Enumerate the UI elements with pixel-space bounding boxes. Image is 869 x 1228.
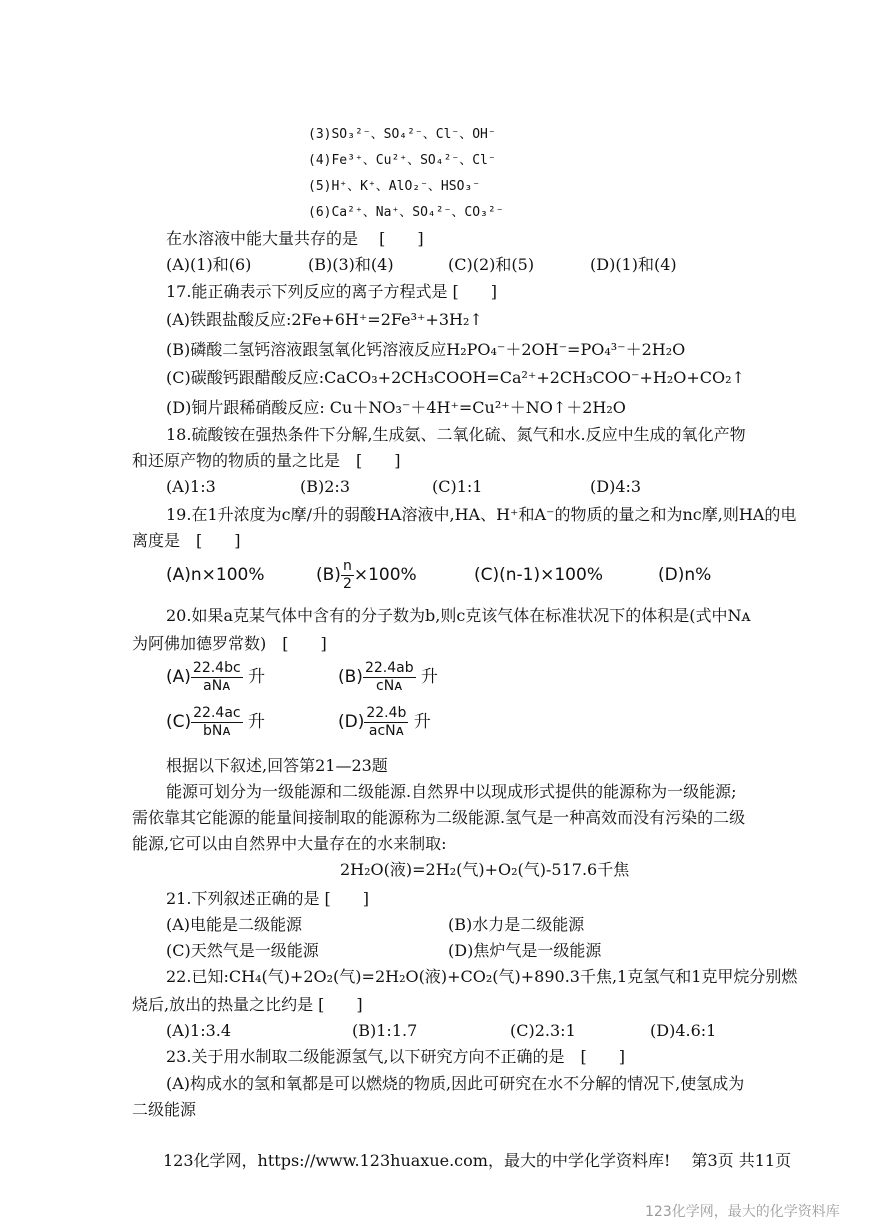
q20-option-d-label: (D) — [338, 712, 365, 732]
q20-option-b-unit: 升 — [420, 667, 438, 687]
q22-option-d: (D)4.6:1 — [650, 1021, 717, 1040]
q20-option-b — [338, 657, 438, 697]
q19-option-a: (A)n×100% — [166, 565, 265, 585]
ion-set-6: (6)Ca²⁺、Na⁺、SO₄²⁻、CO₃²⁻ — [308, 205, 504, 220]
q20-option-b-fraction: $\frac{22.4ab}{\text{cNᴀ}}$ — [364, 659, 414, 694]
q19-option-b — [316, 556, 417, 594]
q18-stem-line2: 和还原产物的物质的量之比是 [ ] — [132, 451, 401, 470]
q18-stem-line1: 18.硫酸铵在强热条件下分解,生成氨、二氧化硫、氮气和水.反应中生成的氧化产物 — [166, 425, 746, 444]
q19-option-b-fraction: $\frac{n}{2}$ — [342, 557, 352, 592]
water-decomposition-equation: 2H₂O(液)=2H₂(气)+O₂(气)-517.6千焦 — [340, 860, 630, 879]
q16-option-a: (A)(1)和(6) — [166, 255, 252, 274]
q19-stem-line2: 离度是 [ ] — [132, 531, 241, 550]
q19-option-b-label: (B) — [316, 565, 341, 585]
q22-option-c: (C)2.3:1 — [510, 1021, 576, 1040]
q17-stem: 17.能正确表示下列反应的离子方程式是 [ ] — [166, 282, 498, 301]
q18-option-d: (D)4:3 — [590, 477, 642, 496]
q20-option-c-fraction: $\frac{22.4ac}{\text{bNᴀ}}$ — [193, 704, 241, 739]
passage-heading: 根据以下叙述,回答第21—23题 — [166, 756, 388, 775]
q20-stem-line1: 20.如果a克某气体中含有的分子数为b,则c克该气体在标准状况下的体积是(式中Nᴀ — [166, 606, 751, 625]
q21-option-c: (C)天然气是一级能源 — [166, 941, 319, 960]
q17-option-a: (A)铁跟盐酸反应:2Fe+6H⁺=2Fe³⁺+3H₂↑ — [166, 310, 483, 329]
q21-option-d: (D)焦炉气是一级能源 — [448, 941, 602, 960]
q17-option-c: (C)碳酸钙跟醋酸反应:CaCO₃+2CH₃COOH=Ca²⁺+2CH₃COO⁻+H₂O+CO₂↑ — [166, 368, 745, 387]
ion-set-4: (4)Fe³⁺、Cu²⁺、SO₄²⁻、Cl⁻ — [308, 153, 496, 168]
q18-option-a: (A)1:3 — [166, 477, 216, 496]
q20-option-d-unit: 升 — [413, 712, 431, 732]
q22-option-b: (B)1:1.7 — [352, 1021, 418, 1040]
q20-option-c-unit: 升 — [248, 712, 265, 732]
ion-set-5: (5)H⁺、K⁺、AlO₂⁻、HSO₃⁻ — [308, 179, 481, 194]
q19-option-b-suffix: ×100% — [353, 565, 417, 585]
site-watermark: 123化学网，最大的化学资料库 — [645, 1204, 840, 1220]
q20-option-b-label: (B) — [338, 667, 363, 687]
q23-option-a-line1: (A)构成水的氢和氧都是可以燃烧的物质,因此可研究在水不分解的情况下,使氢成为 — [166, 1074, 745, 1093]
passage-line-3: 能源,它可以由自然界中大量存在的水来制取: — [132, 834, 447, 853]
q20-option-a — [166, 657, 265, 697]
q20-option-c — [166, 702, 265, 742]
q19-option-c: (C)(n-1)×100% — [474, 565, 603, 585]
ion-set-3: (3)SO₃²⁻、SO₄²⁻、Cl⁻、OH⁻ — [308, 127, 496, 142]
q20-option-a-label: (A) — [166, 667, 191, 687]
q20-option-a-unit: 升 — [248, 667, 266, 687]
passage-line-1: 能源可划分为一级能源和二级能源.自然界中以现成形式提供的能源称为一级能源; — [166, 782, 737, 801]
q20-option-a-fraction: $\frac{22.4bc}{\text{aNᴀ}}$ — [192, 659, 241, 694]
q19-stem-line1: 19.在1升浓度为c摩/升的弱酸HA溶液中,HA、H⁺和A⁻的物质的量之和为nc摩,则HA的电 — [166, 505, 797, 524]
q23-stem: 23.关于用水制取二级能源氢气,以下研究方向不正确的是 [ ] — [166, 1047, 626, 1066]
q22-stem-line1: 22.已知:CH₄(气)+2O₂(气)=2H₂O(液)+CO₂(气)+890.3千焦,1克氢气和1克甲烷分别燃 — [166, 967, 798, 986]
q17-option-b: (B)磷酸二氢钙溶液跟氢氧化钙溶液反应H₂PO₄⁻＋2OH⁻=PO₄³⁻＋2H₂O — [166, 340, 686, 359]
q20-stem-line2: 为阿佛加德罗常数) [ ] — [132, 634, 327, 653]
q21-stem: 21.下列叙述正确的是 [ ] — [166, 889, 370, 908]
q16-option-d: (D)(1)和(4) — [590, 255, 677, 274]
q18-option-b: (B)2:3 — [300, 477, 350, 496]
q23-option-a-line2: 二级能源 — [132, 1100, 197, 1119]
q16-option-b: (B)(3)和(4) — [308, 255, 394, 274]
q22-stem-line2: 烧后,放出的热量之比约是 [ ] — [132, 995, 363, 1014]
q19-option-d: (D)n% — [658, 565, 712, 585]
q20-option-d — [338, 702, 431, 742]
q22-option-a: (A)1:3.4 — [166, 1021, 232, 1040]
q20-option-c-label: (C) — [166, 712, 192, 732]
q16-stem: 在水溶液中能大量共存的是 [ ] — [166, 229, 424, 248]
q20-option-d-fraction: $\frac{22.4b}{\text{acNᴀ}}$ — [366, 704, 407, 739]
q21-option-a: (A)电能是二级能源 — [166, 915, 303, 934]
q17-option-d: (D)铜片跟稀硝酸反应: Cu＋NO₃⁻＋4H⁺=Cu²⁺＋NO↑＋2H₂O — [166, 398, 626, 417]
passage-line-2: 需依靠其它能源的能量间接制取的能源称为二级能源.氢气是一种高效而没有污染的二级 — [132, 808, 746, 827]
q21-option-b: (B)水力是二级能源 — [448, 915, 585, 934]
q18-option-c: (C)1:1 — [432, 477, 483, 496]
q16-option-c: (C)(2)和(5) — [448, 255, 535, 274]
page-footer: 123化学网，https://www.123huaxue.com，最大的中学化学资料库! 第3页 共11页 — [163, 1151, 792, 1170]
